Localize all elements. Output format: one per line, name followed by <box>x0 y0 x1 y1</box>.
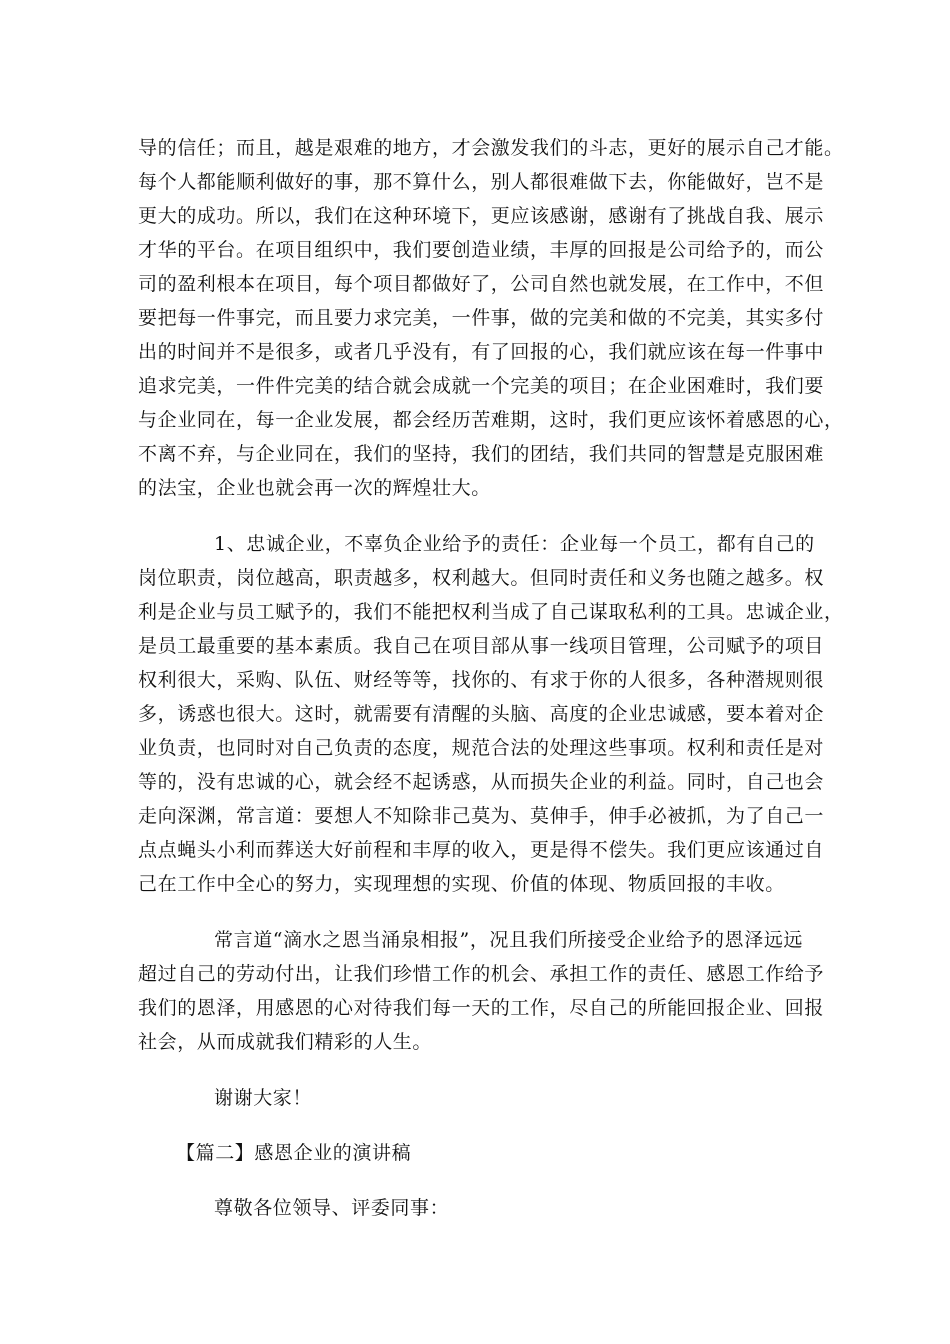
paragraph-2-line-2: 岗位职责，岗位越高，职责越多，权利越大。但同时责任和义务也随之越多。权 <box>138 567 825 589</box>
paragraph-1-line-7: 出的时间并不是很多，或者几乎没有，有了回报的心，我们就应该在每一件事中 <box>138 341 825 363</box>
paragraph-2-line-11: 己在工作中全心的努力，实现理想的实现、价值的体现、物质回报的丰收。 <box>138 873 785 895</box>
paragraph-1-line-6: 要把每一件事完，而且要力求完美，一件事，做的完美和做的不完美，其实多付 <box>138 307 825 329</box>
paragraph-3-line-1: 常言道“滴水之恩当涌泉相报”，况且我们所接受企业给予的恩泽远远 <box>214 929 804 951</box>
paragraph-2-line-8: 等的，没有忠诚的心，就会经不起诱惑，从而损失企业的利益。同时，自己也会 <box>138 771 825 793</box>
paragraph-3-line-2: 超过自己的劳动付出，让我们珍惜工作的机会、承担工作的责任、感恩工作给予 <box>138 963 825 985</box>
paragraph-2-line-3: 利是企业与员工赋予的，我们不能把权利当成了自己谋取私利的工具。忠诚企业， <box>138 601 844 623</box>
paragraph-1-line-11: 的法宝，企业也就会再一次的辉煌壮大。 <box>138 477 491 499</box>
paragraph-3-line-4: 社会，从而成就我们精彩的人生。 <box>138 1031 433 1053</box>
paragraph-1-line-9: 与企业同在，每一企业发展，都会经历苦难期，这时，我们更应该怀着感恩的心， <box>138 409 844 431</box>
closing-line: 谢谢大家！ <box>214 1087 313 1109</box>
paragraph-1-line-3: 更大的成功。所以，我们在这种环境下，更应该感谢，感谢有了挑战自我、展示 <box>138 205 825 227</box>
paragraph-1-line-5: 司的盈利根本在项目，每个项目都做好了，公司自然也就发展，在工作中，不但 <box>138 273 825 295</box>
salutation-line: 尊敬各位领导、评委同事： <box>214 1197 450 1219</box>
paragraph-2-line-1: 1、忠诚企业，不辜负企业给予的责任：企业每一个员工，都有自己的 <box>214 533 815 555</box>
paragraph-2-line-6: 多，诱惑也很大。这时，就需要有清醒的头脑、高度的企业忠诚感，要本着对企 <box>138 703 825 725</box>
paragraph-2-line-4: 是员工最重要的基本素质。我自己在项目部从事一线项目管理，公司赋予的项目 <box>138 635 825 657</box>
paragraph-1-line-2: 每个人都能顺利做好的事，那不算什么，别人都很难做下去，你能做好，岂不是 <box>138 171 825 193</box>
paragraph-2-line-9: 走向深渊，常言道：要想人不知除非己莫为、莫伸手，伸手必被抓，为了自己一 <box>138 805 825 827</box>
paragraph-3-line-3: 我们的恩泽，用感恩的心对待我们每一天的工作，尽自己的所能回报企业、回报 <box>138 997 825 1019</box>
paragraph-1-line-10: 不离不弃，与企业同在，我们的坚持，我们的团结，我们共同的智慧是克服困难 <box>138 443 825 465</box>
paragraph-1-line-4: 才华的平台。在项目组织中，我们要创造业绩，丰厚的回报是公司给予的，而公 <box>138 239 825 261</box>
paragraph-2-line-7: 业负责，也同时对自己负责的态度，规范合法的处理这些事项。权利和责任是对 <box>138 737 825 759</box>
paragraph-1-line-1: 导的信任；而且，越是艰难的地方，才会激发我们的斗志，更好的展示自己才能。 <box>138 137 844 159</box>
paragraph-2-line-5: 权利很大，采购、队伍、财经等等，找你的、有求于你的人很多，各种潜规则很 <box>138 669 825 691</box>
paragraph-2-line-10: 点点蝇头小利而葬送大好前程和丰厚的收入，更是得不偿失。我们更应该通过自 <box>138 839 825 861</box>
paragraph-1-line-8: 追求完美，一件件完美的结合就会成就一个完美的项目；在企业困难时，我们要 <box>138 375 825 397</box>
section-heading: 【篇二】感恩企业的演讲稿 <box>176 1142 412 1164</box>
